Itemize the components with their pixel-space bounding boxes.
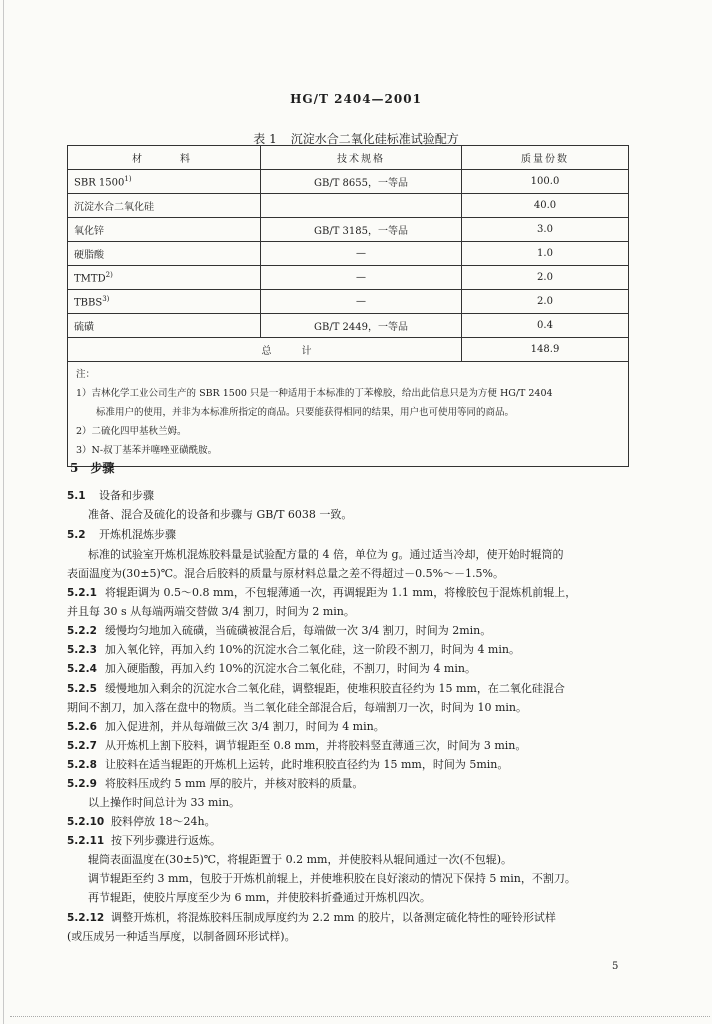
remill-step-1: 辊筒表面温度在(30±5)℃，将辊距置于 0.2 mm，并使胶料从辊间通过一次(不包辊)。 [88, 853, 513, 866]
clause-5-2-heading: 5.2 开炼机混炼步骤 [67, 528, 176, 541]
clause-5-1-heading: 5.1 设备和步骤 [67, 489, 154, 502]
spec-cell [261, 194, 462, 218]
table-row [68, 314, 629, 338]
clause-5-2-11: 5.2.11 按下列步骤进行返炼。 [67, 834, 221, 847]
section-5-number: 5 [70, 461, 79, 475]
clause-5-2-10: 5.2.10 胶料停放 18～24h。 [67, 815, 216, 828]
clause-5-2-5-line-2: 期间不割刀，加入落在盘中的物质。当二氧化硅全部混合后，每端割刀一次，时间为 10 min。 [67, 701, 528, 714]
remill-step-3: 再节辊距，使胶片厚度至少为 6 mm，并使胶料折叠通过开炼机四次。 [88, 891, 431, 904]
column-header-parts: 质量份数 [462, 146, 629, 170]
remill-step-2: 调节辊距至约 3 mm，包胶于开炼机前辊上，并使堆积胶在良好滚动的情况下保持 5 min，不割刀。 [88, 872, 576, 885]
table-title: 沉淀水合二氧化硅标准试验配方 [290, 132, 459, 146]
total-value: 148.9 [462, 338, 629, 362]
note-3: 3）N-叔丁基苯并噻唑亚磺酰胺。 [76, 445, 218, 456]
clause-5-2-1-line-2: 并且每 30 s 从每端两端交替做 3/4 割刀，时间为 2 min。 [67, 605, 355, 618]
clause-5-2-9: 5.2.9 将胶料压成约 5 mm 厚的胶片，并核对胶料的质量。 [67, 777, 364, 790]
clause-5-2-intro-line-2: 表面温度为(30±5)℃。混合后胶料的质量与原材料总量之差不得超过－0.5%～－1.5%。 [67, 567, 504, 580]
spec-cell: GB/T 8655，一等品 [261, 170, 462, 194]
parts-cell: 2.0 [462, 266, 629, 290]
parts-cell: 100.0 [462, 170, 629, 194]
table-header-row [68, 146, 629, 170]
parts-cell: 2.0 [462, 290, 629, 314]
document-header-code: HG/T 2404—2001 [290, 92, 422, 106]
clause-5-2-4: 5.2.4 加入硬脂酸，再加入约 10%的沉淀水合二氧化硅，不割刀，时间为 4 min。 [67, 662, 476, 675]
clause-5-2-2: 5.2.2 缓慢均匀地加入硫磺，当硫磺被混合后，每端做一次 3/4 割刀，时间为 2min。 [67, 624, 492, 637]
clause-5-2-intro-line-1: 标准的试验室开炼机混炼胶料量是试验配方量的 4 倍，单位为 g。通过适当冷却，使开始时辊筒的 [88, 548, 564, 561]
table-notes-row [68, 362, 629, 467]
clause-5-2-12-line-2: (或压成另一种适当厚度，以制备圆环形试样)。 [67, 930, 296, 943]
material-cell: TMTD$^{2)}$ [68, 266, 261, 290]
column-header-spec: 技术规格 [261, 146, 462, 170]
material-cell: 沉淀水合二氧化硅 [68, 194, 261, 218]
parts-cell: 40.0 [462, 194, 629, 218]
section-5-heading [70, 459, 114, 476]
section-5-title: 步骤 [90, 461, 115, 475]
spec-cell: — [261, 290, 462, 314]
material-cell: SBR 1500$^{1)}$ [68, 170, 261, 194]
spec-cell: — [261, 266, 462, 290]
clause-5-2-1: 5.2.1 将辊距调为 0.5～0.8 mm，不包辊薄通一次，再调辊距为 1.1 mm，将橡胶包于混炼机前辊上， [67, 586, 577, 599]
table-row [68, 290, 629, 314]
material-cell: 硬脂酸 [68, 242, 261, 266]
column-header-material: 材 料 [68, 146, 261, 170]
scan-bottom-edge [10, 1016, 710, 1019]
parts-cell: 3.0 [462, 218, 629, 242]
clause-5-2-6: 5.2.6 加入促进剂，并从每端做三次 3/4 割刀，时间为 4 min。 [67, 720, 385, 733]
clause-5-1-text: 准备、混合及硫化的设备和步骤与 GB/T 6038 一致。 [88, 508, 353, 521]
clause-5-2-3: 5.2.3 加入氧化锌，再加入约 10%的沉淀水合二氧化硅，这一阶段不割刀，时间为 4 min。 [67, 643, 520, 656]
clause-5-2-7: 5.2.7 从开炼机上割下胶料，调节辊距至 0.8 mm，并将胶料竖直薄通三次，时间为 3 min。 [67, 739, 527, 752]
note-2: 2）二硫化四甲基秋兰姆。 [76, 426, 187, 437]
clause-5-2-5: 5.2.5 缓慢地加入剩余的沉淀水合二氧化硅，调整辊距，使堆积胶直径约为 15 mm，在二氧化硅混合 [67, 682, 565, 695]
table-row [68, 266, 629, 290]
parts-cell: 0.4 [462, 314, 629, 338]
material-cell: TBBS$^{3)}$ [68, 290, 261, 314]
scan-edge-line [3, 0, 4, 1024]
table-number: 表 1 [253, 132, 277, 146]
formula-table [67, 145, 629, 467]
table-row [68, 242, 629, 266]
spec-cell: GB/T 3185，一等品 [261, 218, 462, 242]
material-cell: 硫磺 [68, 314, 261, 338]
table-row [68, 170, 629, 194]
clause-5-2-12: 5.2.12 调整开炼机，将混炼胶料压制成厚度约为 2.2 mm 的胶片，以备测定硫化特性的哑铃形试样 [67, 911, 556, 924]
parts-cell: 1.0 [462, 242, 629, 266]
spec-cell: GB/T 2449，一等品 [261, 314, 462, 338]
table-total-row [68, 338, 629, 362]
clause-5-2-8: 5.2.8 让胶料在适当辊距的开炼机上运转，此时堆积胶直径约为 15 mm，时间为 5min。 [67, 758, 509, 771]
note-1-line-2: 标准用户的使用，并非为本标准所指定的商品。只要能获得相同的结果，用户也可使用等同的商品。 [96, 407, 515, 418]
spec-cell: — [261, 242, 462, 266]
material-cell: 氧化锌 [68, 218, 261, 242]
note-1-line-1: 1）吉林化学工业公司生产的 SBR 1500 只是一种适用于本标准的丁苯橡胶，给出此信息只是为方便 HG/T 2404 [76, 388, 553, 399]
table-row [68, 194, 629, 218]
page-number: 5 [612, 961, 619, 972]
total-label: 总 计 [68, 338, 462, 362]
total-time-text: 以上操作时间总计为 33 min。 [88, 796, 241, 809]
notes-title: 注： [76, 369, 96, 380]
table-row [68, 218, 629, 242]
table-notes [68, 362, 629, 467]
